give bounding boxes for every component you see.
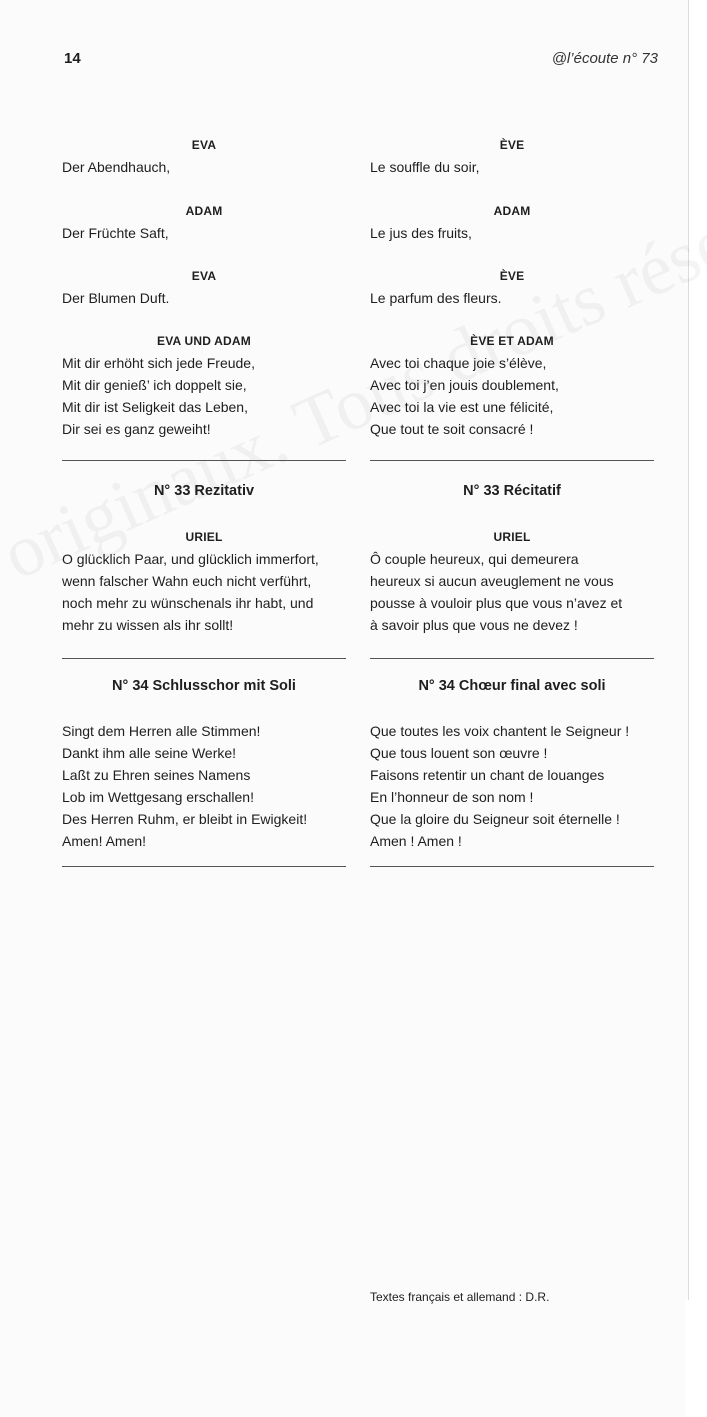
section-heading: N° 34 Schlusschor mit Soli — [112, 678, 296, 694]
speaker-name: EVA — [191, 269, 217, 283]
lyric-line: Le souffle du soir, — [370, 159, 480, 175]
lyric-line: pousse à vouloir plus que vous n’avez et — [370, 595, 623, 611]
speaker-name: URIEL — [493, 530, 531, 544]
speaker-name: ADAM — [493, 204, 531, 218]
dialogue-entry — [62, 333, 346, 440]
dialogue-entry — [370, 333, 654, 440]
section-divider — [62, 460, 346, 461]
lyric-line: Avec toi la vie est une félicité, — [370, 399, 554, 415]
lyric-line: Que toutes les voix chantent le Seigneur ! — [370, 723, 630, 739]
dialogue-entry — [62, 529, 346, 636]
page-number: 14 — [64, 50, 81, 67]
lyric-line: Ô couple heureux, qui demeurera — [370, 551, 579, 567]
lyric-line: Dankt ihm alle seine Werke! — [62, 745, 237, 761]
speaker-name: ADAM — [185, 204, 223, 218]
dialogue-entry — [370, 203, 654, 244]
dialogue-entry — [62, 203, 346, 244]
lyric-line: Amen! Amen! — [62, 833, 147, 849]
lyric-line: Mit dir genieß’ ich doppelt sie, — [62, 377, 247, 393]
lyric-line: Der Blumen Duft. — [62, 290, 170, 306]
lyric-stanza — [62, 720, 346, 852]
magazine-title: @l’écoute n° 73 — [551, 50, 658, 67]
speaker-name: EVA UND ADAM — [157, 334, 251, 348]
speaker-name: ÈVE ET ADAM — [470, 334, 554, 348]
dialogue-entry — [370, 268, 654, 309]
lyric-line: Que tous louent son œuvre ! — [370, 745, 548, 761]
lyric-line: En l’honneur de son nom ! — [370, 789, 534, 805]
lyric-line: Laßt zu Ehren seines Namens — [62, 767, 251, 783]
section-divider — [370, 658, 654, 659]
section-heading: N° 33 Rezitativ — [153, 483, 255, 499]
dialogue-entry — [62, 137, 346, 178]
section-heading: N° 33 Récitatif — [463, 483, 561, 499]
speaker-name: URIEL — [185, 530, 223, 544]
section-divider — [370, 460, 654, 461]
lyric-line: Der Früchte Saft, — [62, 225, 169, 241]
torn-page-edge — [685, 1300, 707, 1417]
lyric-line: Lob im Wettgesang erschallen! — [62, 789, 254, 805]
dialogue-entry — [62, 268, 346, 309]
lyric-line: wenn falscher Wahn euch nicht verführt, — [62, 573, 312, 589]
lyric-line: Amen ! Amen ! — [370, 833, 462, 849]
lyric-line: Dir sei es ganz geweiht! — [62, 421, 211, 437]
lyric-line: Des Herren Ruhm, er bleibt in Ewigkeit! — [62, 811, 308, 827]
lyric-line: Faisons retentir un chant de louanges — [370, 767, 605, 783]
lyric-line: noch mehr zu wünschenals ihr habt, und — [62, 595, 314, 611]
lyric-line: Singt dem Herren alle Stimmen! — [62, 723, 261, 739]
lyric-line: mehr zu wissen als ihr sollt! — [62, 617, 234, 633]
dialogue-entry — [370, 137, 654, 178]
lyric-line: Mit dir erhöht sich jede Freude, — [62, 355, 255, 371]
section-divider — [62, 866, 346, 867]
lyric-line: heureux si aucun aveuglement ne vous — [370, 573, 614, 589]
section-divider — [62, 658, 346, 659]
dialogue-entry — [370, 529, 654, 636]
section-heading: N° 34 Chœur final avec soli — [418, 678, 606, 694]
lyric-line: Avec toi chaque joie s’élève, — [370, 355, 547, 371]
speaker-name: ÈVE — [499, 269, 525, 283]
lyric-line: Que la gloire du Seigneur soit éternelle ! — [370, 811, 620, 827]
speaker-name: ÈVE — [499, 138, 525, 152]
lyric-line: Avec toi j’en jouis doublement, — [370, 377, 559, 393]
lyric-line: Le parfum des fleurs. — [370, 290, 502, 306]
lyric-line: Le jus des fruits, — [370, 225, 472, 241]
lyric-line: Der Abendhauch, — [62, 159, 171, 175]
lyric-line: O glücklich Paar, und glücklich immerfort, — [62, 551, 319, 567]
lyric-line: Mit dir ist Seligkeit das Leben, — [62, 399, 248, 415]
lyric-line: Que tout te soit consacré ! — [370, 421, 534, 437]
lyric-line: à savoir plus que vous ne devez ! — [370, 617, 578, 633]
speaker-name: EVA — [191, 138, 217, 152]
lyric-stanza — [370, 720, 654, 852]
section-divider — [370, 866, 654, 867]
credits-footer: Textes français et allemand : D.R. — [370, 1290, 550, 1304]
